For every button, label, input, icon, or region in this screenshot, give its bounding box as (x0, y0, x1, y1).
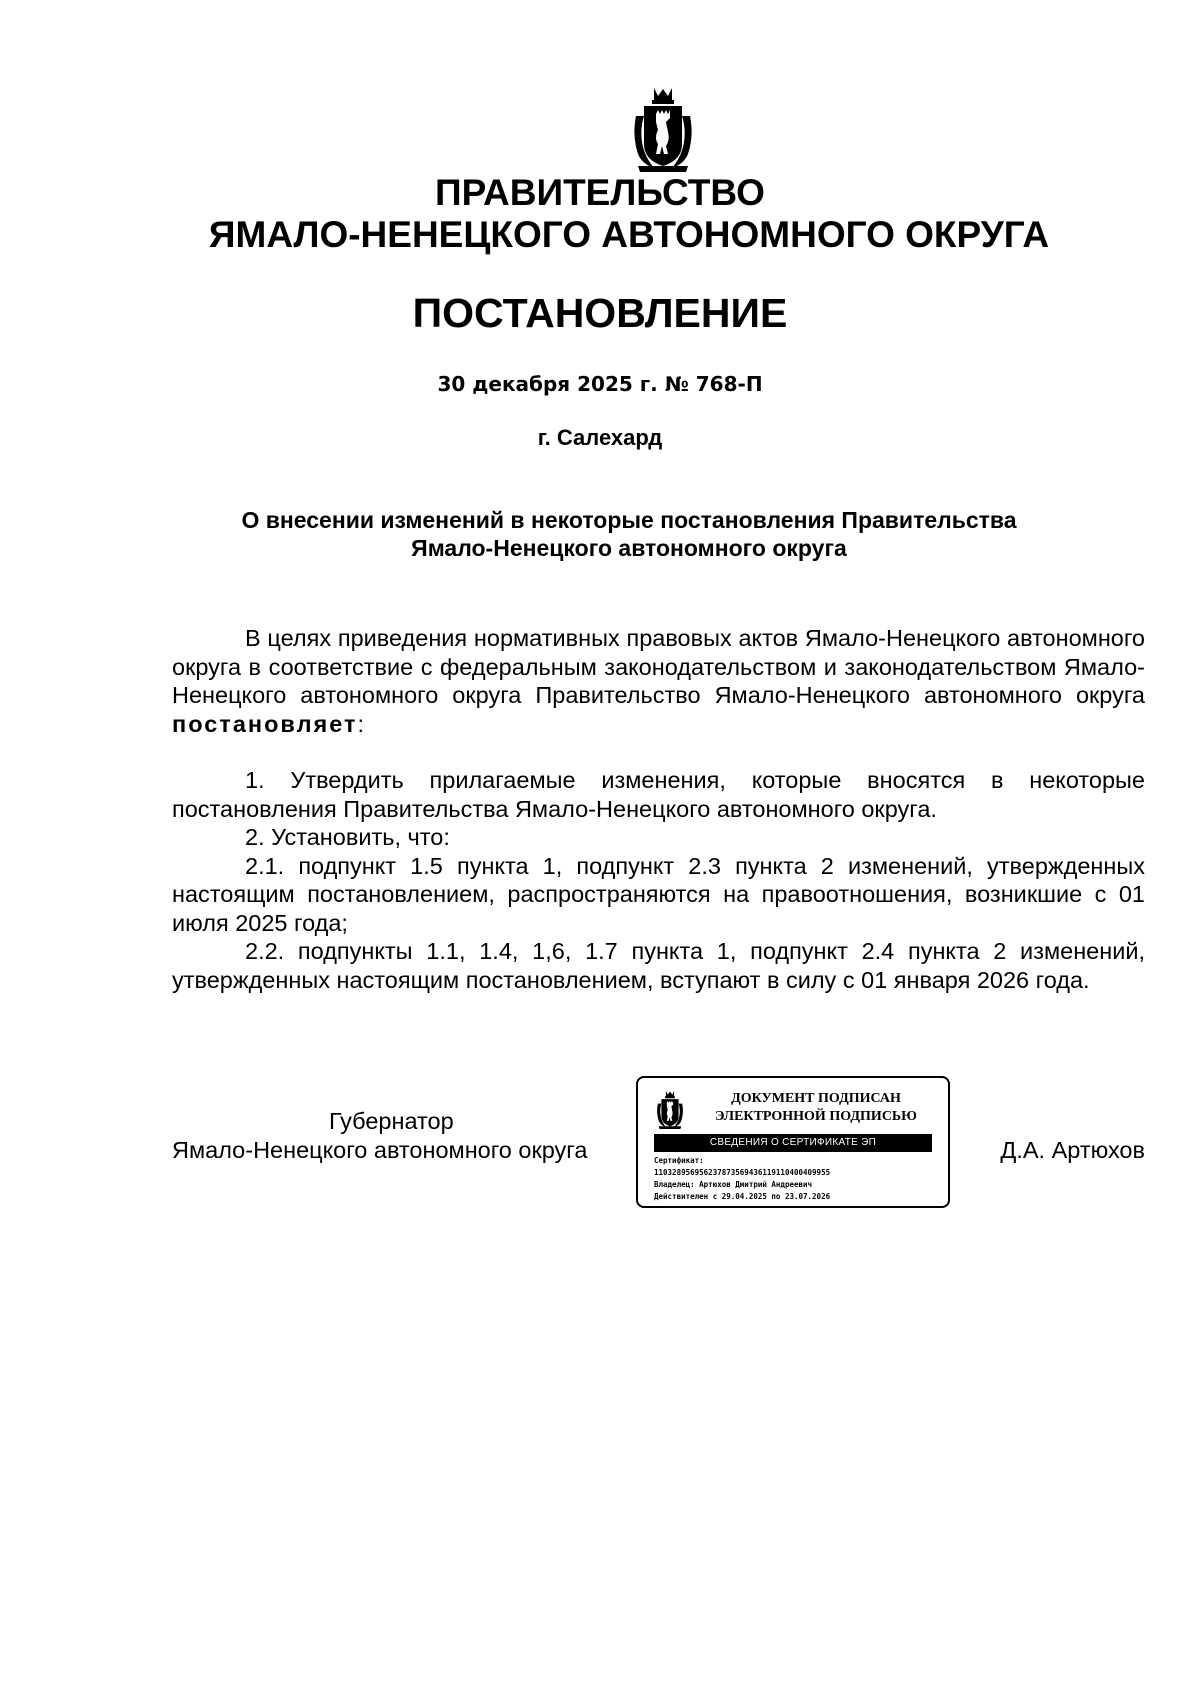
stamp-cert-label: Сертификат: (654, 1156, 704, 1165)
item-2-2: 2.2. подпункты 1.1, 1.4, 1,6, 1.7 пункта 1, подпункт 2.4 пункта 2 изменений, утвержденных настоящим постановлением, вступают в силу с 01 января 2026 года. (172, 938, 1145, 993)
document-title-line2: Ямало-Ненецкого автономного округа (411, 535, 847, 561)
stamp-valid: Действителен с 29.04.2025 по 23.07.2026 (654, 1192, 831, 1201)
document-type: ПОСТАНОВЛЕНИЕ (412, 290, 788, 336)
government-name-line2: ЯМАЛО-НЕНЕЦКОГО АВТОНОМНОГО ОКРУГА (208, 214, 1050, 255)
yanao-coat-of-arms-icon (632, 86, 694, 174)
electronic-signature-stamp (636, 1076, 950, 1208)
signatory-name: Д.А. Артюхов (1000, 1137, 1145, 1163)
stamp-certificate-bar: СВЕДЕНИЯ О СЕРТИФИКАТЕ ЭП (654, 1134, 932, 1152)
document-city: г. Салехард (537, 425, 663, 450)
stamp-certificate-details (654, 1155, 944, 1203)
signatory-position (172, 1107, 587, 1164)
document-date-number: 30 декабря 2025 г. № 768-П (437, 372, 763, 396)
document-title-line1: О внесении изменений в некоторые постановления Правительства (241, 507, 1017, 533)
item-2: 2. Установить, что: (245, 824, 450, 850)
preamble-paragraph (172, 624, 1145, 738)
preamble-keyword: постановляет (172, 710, 358, 737)
stamp-owner: Владелец: Артюхов Дмитрий Андреевич (654, 1180, 813, 1189)
document-title (0, 506, 1200, 562)
signatory-position-line2: Ямало-Ненецкого автономного округа (172, 1136, 588, 1163)
item-1: 1. Утвердить прилагаемые изменения, которые вносятся в некоторые постановления Правительства Ямало-Ненецкого автономного округа. (172, 767, 1145, 822)
signatory-position-line1: Губернатор (329, 1108, 454, 1134)
stamp-title-line1: ДОКУМЕНТ ПОДПИСАН (731, 1091, 901, 1106)
yanao-coat-of-arms-icon (656, 1088, 684, 1132)
stamp-title (696, 1090, 936, 1126)
stamp-cert-number: 110328956956237873569436119110400409955 (654, 1168, 831, 1177)
preamble-text: В целях приведения нормативных правовых актов Ямало-Ненецкого автономного округа в соответствие с федеральным законодательством и законодательством Ямало-Ненецкого автономного округа Правительство Ямало-Ненецкого автономного округа (172, 625, 1145, 708)
stamp-title-line2: ЭЛЕКТРОННОЙ ПОДПИСЬЮ (715, 1109, 917, 1124)
preamble-end: : (357, 710, 365, 737)
document-body (172, 624, 1145, 994)
government-name-line1: ПРАВИТЕЛЬСТВО (435, 172, 765, 213)
item-2-1: 2.1. подпункт 1.5 пункта 1, подпункт 2.3 пункта 2 изменений, утвержденных настоящим постановлением, распространяются на правоотношения, возникшие с 01 июля 2025 года; (172, 852, 1145, 936)
